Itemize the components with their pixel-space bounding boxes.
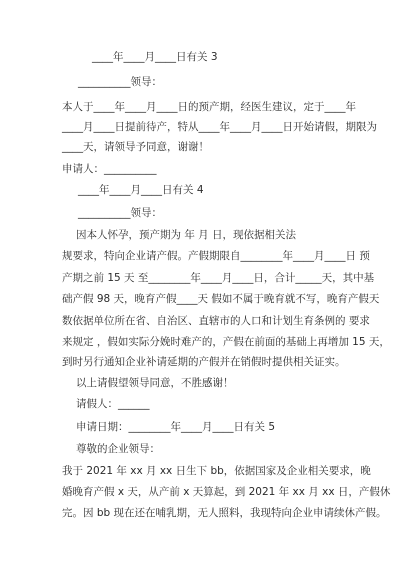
- body-text-line: 我于 2021 年 xx 月 xx 日生下 bb，依据国家及企业相关要求，晚: [62, 465, 371, 477]
- body-text-line: ____月____日提前待产，特从____年____月____日开始请假，期限为: [62, 121, 377, 133]
- body-text-line: 规要求，特向企业请产假。产假期限自________年____月____日 预: [62, 250, 370, 262]
- body-text-line: 数依据单位所在省、自治区、直辖市的人口和计划生育条例的 要求: [62, 315, 370, 327]
- body-text-line: 本人于____年____月____日的预产期，经医生建议，定于____年: [62, 101, 356, 113]
- document-heading-4: ____年____月____日有关 4: [78, 184, 204, 196]
- salutation-line: 尊敬的企业领导：: [76, 443, 160, 455]
- body-text-line: 来规定 ，假如实际分娩时难产的，产假在前面的基础上再增加 15 天，: [62, 336, 390, 348]
- requester-signature: 请假人：______: [76, 398, 150, 410]
- addressee-line: __________领导：: [78, 207, 162, 219]
- document-heading-3: ____年____月____日有关 3: [92, 51, 218, 63]
- body-text-line: 产期之前 15 天 至________年____月____日，合计_____天，其中基: [62, 272, 375, 284]
- body-text-line: ____天，请领导予同意，谢谢！: [62, 141, 209, 153]
- body-text-line: 础产假 98 天，晚育产假____天 假如不属于晚育就不写，晚育产假天: [62, 293, 380, 305]
- body-text-line: 到时另行通知企业补请延期的产假并在销假时提供相关证实。: [62, 356, 346, 368]
- applicant-signature: 申请人：__________: [62, 163, 157, 175]
- application-date-line: 申请日期：________年____月____日有关 5: [76, 421, 276, 433]
- closing-line: 以上请假望领导同意，不胜感谢！: [76, 377, 234, 389]
- addressee-line: __________领导：: [78, 76, 162, 88]
- body-text-line: 婚晚育产假 x 天，从产前 x 天算起，到 2021 年 xx 月 xx 日，产假休: [62, 486, 391, 498]
- body-text-line: 完。因 bb 现在还在哺乳期，无人照料，我现特向企业申请续休产假。: [62, 507, 387, 519]
- body-text-line: 因本人怀孕，预产期为 年 月 日，现依据相关法: [76, 229, 297, 241]
